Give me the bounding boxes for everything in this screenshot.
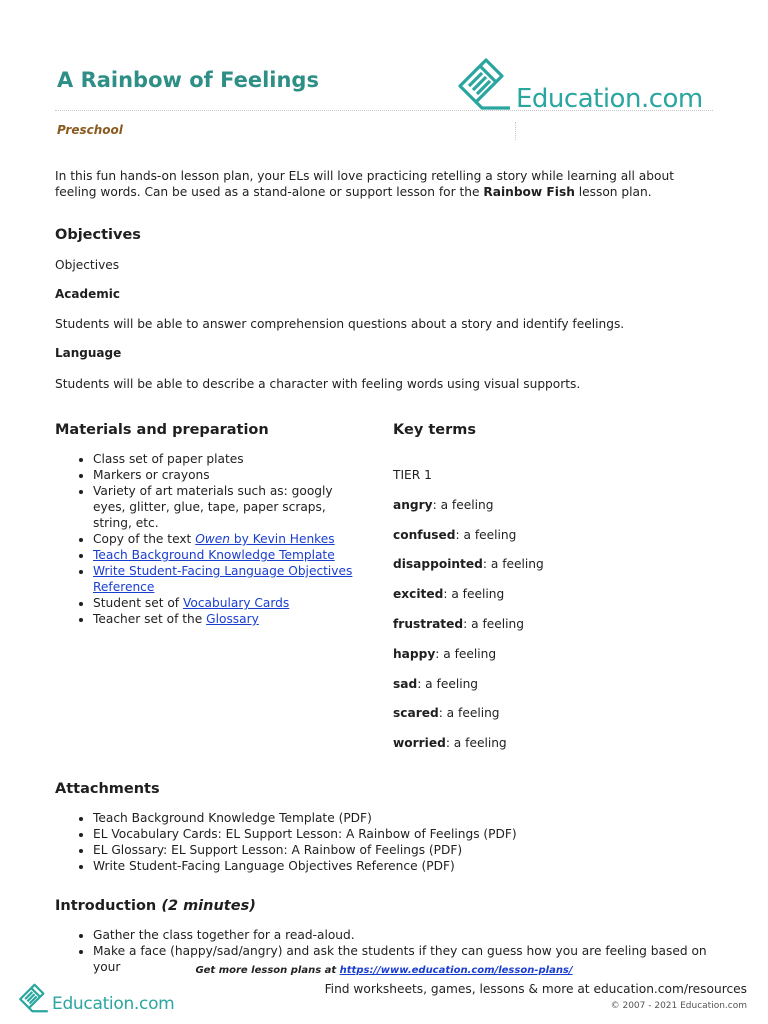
key-term (393, 587, 504, 601)
academic-label: Academic (55, 287, 120, 301)
vocabulary-cards-link[interactable]: Vocabulary Cards (182, 596, 290, 610)
education-logo[interactable] (456, 56, 716, 116)
materials-list-container (55, 451, 365, 627)
grade-label: Preschool (57, 123, 123, 137)
term-definition: : a feeling (438, 706, 500, 720)
attachments-heading: Attachments (55, 781, 160, 797)
lesson-plans-link[interactable]: https://www.education.com/lesson-plans/ (339, 965, 573, 976)
term-word: sad (393, 677, 418, 691)
attachment-item[interactable]: • Write Student-Facing Language Objectives Reference (PDF) (93, 858, 675, 874)
introduction-time: (2 minutes) (161, 898, 256, 914)
term-definition: : a feeling (445, 736, 507, 750)
footer-resources-text: Find worksheets, games, lessons & more at education.com/resources (324, 982, 747, 996)
academic-objective: Students will be able to answer comprehension questions about a story and identify feelings. (55, 317, 625, 331)
term-word: disappointed (393, 557, 483, 571)
footer-logo[interactable] (18, 982, 178, 1016)
attachment-item[interactable]: • EL Glossary: EL Support Lesson: A Rainbow of Feelings (PDF) (93, 842, 675, 858)
materials-list (55, 451, 365, 627)
term-word: worried (393, 736, 446, 750)
language-label: Language (55, 346, 122, 360)
term-word: scared (393, 706, 439, 720)
key-term (393, 736, 507, 750)
key-term (393, 647, 496, 661)
materials-heading: Materials and preparation (55, 422, 269, 438)
teacher-prefix: Teacher set of the (93, 612, 207, 626)
term-word: excited (393, 587, 444, 601)
term-definition: : a feeling (435, 647, 497, 661)
key-term (393, 557, 544, 571)
term-word: happy (393, 647, 436, 661)
term-definition: : a feeling (443, 587, 505, 601)
footer-logo-icon (18, 982, 50, 1014)
term-definition: : a feeling (482, 557, 544, 571)
term-definition: : a feeling (455, 528, 517, 542)
introduction-heading (55, 898, 256, 914)
owen-author: by Kevin Henkes (230, 532, 335, 546)
tier-label: TIER 1 (393, 468, 432, 482)
attachment-item[interactable]: • Teach Background Knowledge Template (PDF) (93, 810, 675, 826)
term-definition: : a feeling (432, 498, 494, 512)
materials-item (93, 547, 365, 563)
objectives-subheading: Objectives (55, 258, 120, 272)
lesson-description (55, 168, 715, 200)
owen-book-link[interactable] (195, 532, 334, 546)
owen-title: Owen (195, 532, 231, 546)
footer-more-prefix: Get more lesson plans at (195, 965, 340, 976)
header-divider (55, 110, 713, 111)
introduction-title: Introduction (55, 898, 157, 914)
header-divider-vertical (515, 122, 516, 140)
student-prefix: Student set of (93, 596, 183, 610)
key-term (393, 528, 516, 542)
materials-item (93, 611, 365, 627)
term-definition: : a feeling (463, 617, 524, 631)
term-word: frustrated (393, 617, 464, 631)
description-bold: Rainbow Fish (483, 185, 575, 199)
education-logo-icon (456, 56, 514, 112)
footer-more-lessons (0, 965, 768, 976)
logo-wordmark: Education.com (516, 84, 703, 114)
attachments-list (55, 810, 675, 874)
footer-logo-wordmark: Education.com (52, 994, 175, 1014)
materials-item (93, 563, 365, 595)
description-text-end: lesson plan. (574, 185, 652, 199)
glossary-link[interactable]: Glossary (206, 612, 259, 626)
description-text: In this fun hands-on lesson plan, your ELs will love practicing retelling a story while learning all about feeling words. Can be used as a stand-alone or support lesson for the (55, 169, 674, 199)
key-term (393, 706, 500, 720)
copy-prefix: Copy of the text (93, 532, 196, 546)
term-word: angry (393, 498, 433, 512)
key-term (393, 677, 478, 691)
template-link[interactable]: Teach Background Knowledge Template (93, 548, 335, 562)
page-title: A Rainbow of Feelings (57, 68, 319, 92)
term-word: confused (393, 528, 456, 542)
attachment-item[interactable]: • EL Vocabulary Cards: EL Support Lesson: A Rainbow of Feelings (PDF) (93, 826, 675, 842)
materials-item: • Class set of paper plates (93, 451, 365, 467)
key-term (393, 617, 524, 631)
term-definition: : a feeling (417, 677, 479, 691)
materials-item (93, 595, 365, 611)
footer-copyright: © 2007 - 2021 Education.com (610, 1001, 747, 1011)
language-objective: Students will be able to describe a character with feeling words using visual supports. (55, 377, 581, 391)
materials-item: • Markers or crayons (93, 467, 365, 483)
objectives-heading: Objectives (55, 227, 141, 243)
introduction-item: • Make a face (happy/sad/angry) and ask the students if they can guess how you are feeling based on your (93, 943, 735, 975)
key-terms-heading: Key terms (393, 422, 476, 438)
attachments-list-container (55, 810, 675, 874)
objectives-reference-link[interactable]: Write Student-Facing Language Objectives Reference (93, 564, 353, 594)
key-term (393, 498, 493, 512)
introduction-item: • Gather the class together for a read-aloud. (93, 927, 735, 943)
materials-item (93, 531, 365, 547)
materials-item: • Variety of art materials such as: googly eyes, glitter, glue, tape, paper scraps, string, etc. (93, 483, 365, 531)
